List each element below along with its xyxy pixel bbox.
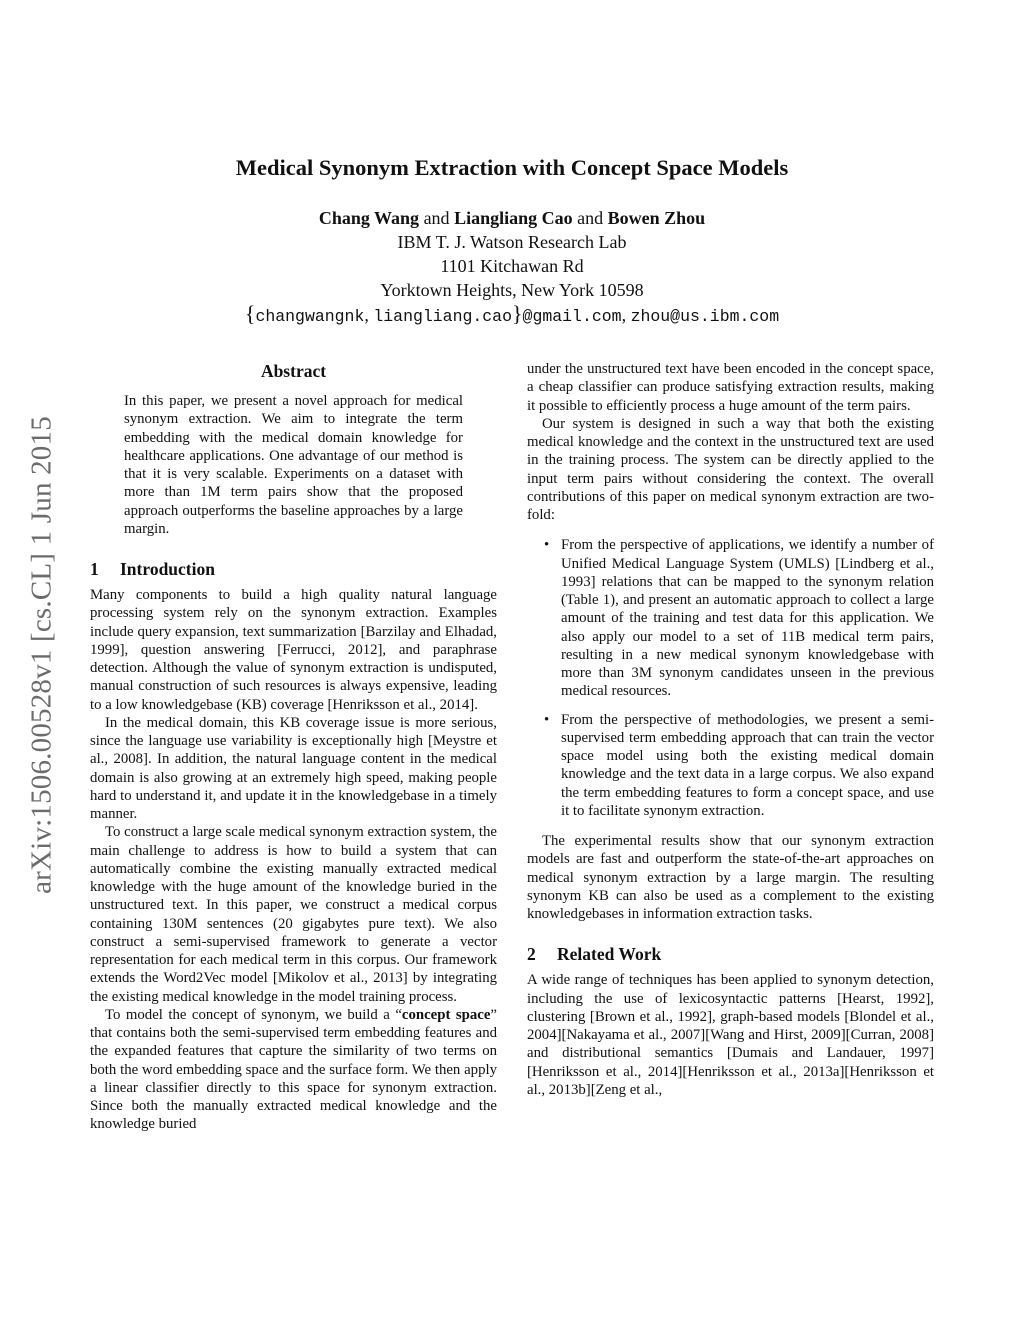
section-title: Related Work [557, 944, 662, 965]
email-separator: , [364, 305, 369, 325]
left-column [90, 360, 497, 1134]
paragraph-text: ” that contains both the semi-supervised term embedding features and the expanded features that capture the similarity of two terms on both the word embedding space and the surface form. We then apply a linear classifier directly to this space for synonym extraction. Since both the manually extracted medical knowledge and the knowledge buried [90, 1006, 497, 1133]
address-line: Yorktown Heights, New York 10598 [380, 280, 644, 300]
paragraph: In the medical domain, this KB coverage issue is more serious, since the language use variability is exceptionally high [Meystre et al., 2008]. In addition, the natural language content in the medical domain is also growing at an extremely high speed, making people hard to understand it, and update it in the knowledgebase in a timely manner. [90, 714, 497, 822]
arxiv-id: arXiv:1506.00528v1 [cs.CL] 1 Jun 2015 [25, 416, 58, 894]
bold-term: concept space [401, 1006, 491, 1023]
section-number: 1 [90, 559, 99, 579]
paragraph: under the unstructured text have been encoded in the concept space, a cheap classifier can produce satisfying extraction results, making it possible to efficiently process a huge amount of the term pairs. [527, 361, 934, 414]
list-item [527, 711, 934, 821]
author-names [0, 206, 1024, 230]
email-address: zhou@us.ibm.com [630, 307, 780, 326]
abstract-text: In this paper, we present a novel approach for medical synonym extraction. We aim to integrate the term embedding with the medical domain knowledge for healthcare applications. One advantage of our method is that it is very scalable. Experiments on a dataset with more than 1M term pairs show that the proposed approach outperforms the baseline approaches by a large margin. [124, 393, 463, 537]
section-number: 2 [527, 944, 536, 965]
author-name: Chang Wang [318, 208, 420, 228]
author-name: Bowen Zhou [607, 208, 706, 228]
address-line: 1101 Kitchawan Rd [440, 256, 584, 276]
right-column [527, 360, 934, 1099]
abstract-heading: Abstract [260, 361, 327, 381]
paper-title: Medical Synonym Extraction with Concept Space Models [235, 155, 789, 180]
author-name: Liangliang Cao [454, 208, 573, 228]
paragraph: The experimental results show that our synonym extraction models are fast and outperform the state-of-the-art approaches on medical synonym extraction by a large margin. The resulting synonym KB can also be used as a complement to the existing knowledgebases in information extraction tasks. [527, 833, 934, 922]
paragraph-text: To model the concept of synonym, we build a “ [105, 1006, 402, 1023]
author-separator: and [423, 208, 450, 228]
arxiv-sidebar-stamp [25, 365, 58, 945]
section-title: Introduction [120, 559, 215, 579]
list-item-text: From the perspective of methodologies, we present a semi-supervised term embedding approach that can train the vector space model using both the existing medical domain knowledge and the text data in a large corpus. We also expand the term embedding features to form a concept space, and use it to facilitate synonym extraction. [561, 711, 934, 819]
author-block [0, 206, 1024, 329]
email-separator: , [621, 305, 627, 325]
paragraph: Many components to build a high quality natural language processing system rely on the synonym extraction. Examples include query expansion, text summarization [Barzilay and Elhadad, 1999], question answering [Ferrucci, 2012], and paraphrase detection. Although the value of synonym extraction is undisputed, manual construction of such resources is always expensive, leading to a low knowledgebase (KB) coverage [Henriksson et al., 2014]. [90, 587, 497, 713]
email-brace: } [511, 301, 523, 326]
list-item [527, 536, 934, 700]
paragraph: Our system is designed in such a way that both the existing medical knowledge and the context in the unstructured text are used in the training process. The system can be directly applied to the input term pairs without considering the context. The overall contributions of this paper on medical synonym extraction are two-fold: [527, 415, 934, 523]
bullet-icon: • [544, 537, 550, 554]
contribution-list [527, 536, 934, 820]
email-brace: { [244, 301, 256, 326]
paragraph [90, 1006, 497, 1134]
email-user: changwangnk [255, 307, 365, 326]
paragraph: A wide range of techniques has been applied to synonym detection, including the use of lexicosyntactic patterns [Hearst, 1992], clustering [Brown et al., 1992], graph-based models [Blondel et al., 2004][Nakayama et al., 2007][Wang and Hirst, 2009][Curran, 2008] and distributional semantics [Dumais and Landauer, 1997][Henriksson et al., 2014][Henriksson et al., 2013a][Henriksson et al., 2013b][Zeng et al., [527, 972, 934, 1098]
paragraph: To construct a large scale medical synonym extraction system, the main challenge to address is how to build a system that can automatically combine the existing manually extracted medical knowledge with the huge amount of the knowledge buried in the unstructured text. In this paper, we construct a medical corpus containing 130M sentences (20 gigabytes pure text). We also construct a semi-supervised framework to generate a vector representation for each medical term in this corpus. Our framework extends the Word2Vec model [Mikolov et al., 2013] by integrating the existing medical knowledge in the model training process. [90, 824, 497, 1005]
emails [0, 302, 1024, 329]
section-heading-introduction [90, 558, 497, 580]
section-heading-related-work [527, 943, 934, 965]
bullet-icon: • [544, 711, 550, 728]
email-domain: @gmail.com [522, 307, 622, 326]
email-user: liangliang.cao [373, 307, 512, 326]
author-separator: and [577, 208, 604, 228]
affiliation: IBM T. J. Watson Research Lab [397, 232, 627, 252]
list-item-text: From the perspective of applications, we identify a number of Unified Medical Language System (UMLS) [Lindberg et al., 1993] relations that can be mapped to the synonym relation (Table 1), and present an automatic approach to collect a large amount of the training and test data for this application. We also apply our model to a set of 11B medical term pairs, resulting in a new medical synonym knowledgebase with more than 3M synonym candidates unseen in the previous medical resources. [561, 537, 934, 700]
